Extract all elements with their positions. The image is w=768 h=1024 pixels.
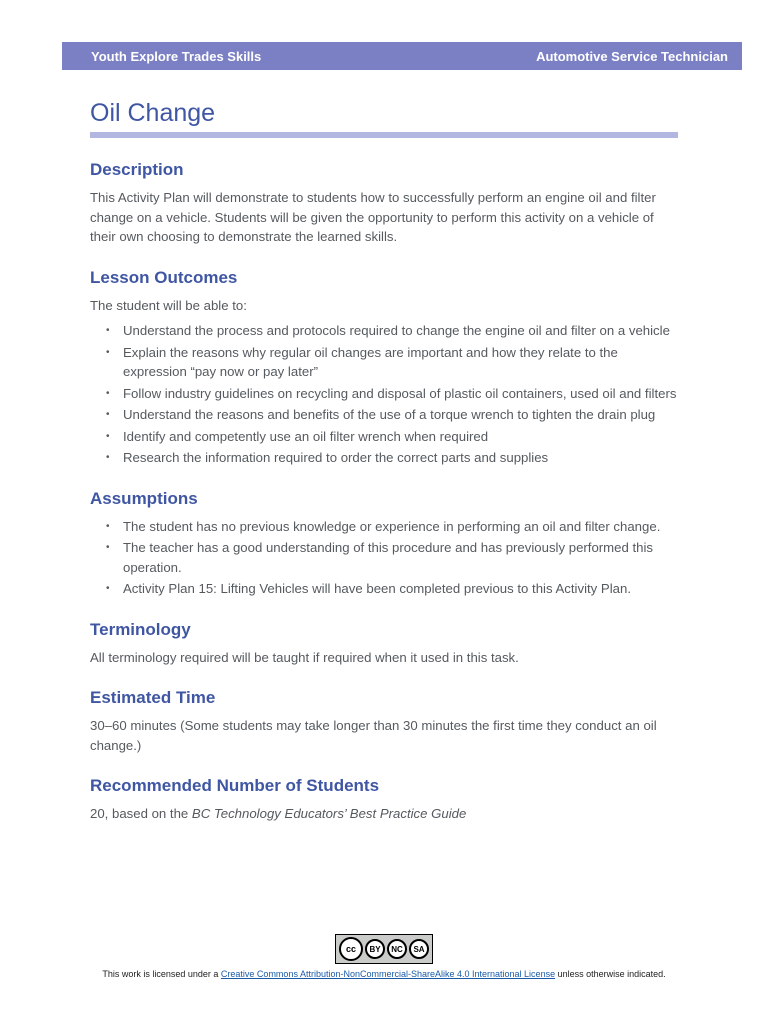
sharealike-icon: SA [409, 939, 429, 959]
list-item: • Understand the process and protocols required to change the engine oil and filter on a vehicle [123, 321, 680, 341]
cc-icon: cc [339, 937, 363, 961]
section-estimated-time [90, 687, 680, 755]
noncommercial-icon: NC [387, 939, 407, 959]
license-notice [0, 968, 768, 980]
best-practice-guide-title: BC Technology Educators’ Best Practice Guide [191, 806, 467, 821]
assumptions-heading: Assumptions [90, 488, 198, 508]
list-item: • The teacher has a good understanding of this procedure and has previously performed this operation. [123, 538, 680, 577]
lesson-outcomes-intro: The student will be able to: [90, 297, 247, 313]
list-item: • Identify and competently use an oil filter wrench when required [123, 427, 680, 447]
number-of-students-text [90, 804, 680, 824]
estimated-time-text: 30–60 minutes (Some students may take longer than 30 minutes the first time they conduct an oil change.) [90, 718, 657, 753]
section-lesson-outcomes [90, 267, 680, 468]
document-body [90, 96, 680, 824]
list-item: • Research the information required to order the correct parts and supplies [123, 448, 680, 468]
section-description [90, 159, 680, 247]
assumptions-list [90, 517, 680, 599]
cc-license-badge[interactable] [335, 934, 433, 964]
title-rule [90, 132, 678, 138]
number-of-students-prefix: 20, based on the [90, 806, 192, 821]
section-terminology [90, 619, 680, 668]
attribution-icon: BY [365, 939, 385, 959]
list-item: • Activity Plan 15: Lifting Vehicles will have been completed previous to this Activity Plan. [123, 579, 680, 599]
header-bar [62, 42, 742, 70]
terminology-text: All terminology required will be taught if required when it used in this task. [90, 649, 519, 665]
section-number-of-students [90, 775, 680, 824]
list-item: • Understand the reasons and benefits of the use of a torque wrench to tighten the drain plug [123, 405, 680, 425]
description-heading: Description [90, 160, 184, 179]
terminology-heading: Terminology [90, 619, 191, 639]
lesson-outcomes-list [90, 321, 680, 468]
list-item: • Explain the reasons why regular oil changes are important and how they relate to the expression “pay now or pay later” [123, 343, 680, 382]
header-program: Youth Explore Trades Skills [91, 48, 262, 64]
estimated-time-heading: Estimated Time [90, 688, 216, 707]
header-trade: Automotive Service Technician [536, 48, 728, 64]
list-item: • The student has no previous knowledge or experience in performing an oil and filter change. [123, 517, 680, 537]
section-assumptions [90, 488, 680, 599]
number-of-students-heading: Recommended Number of Students [90, 776, 380, 795]
page-title: Oil Change [90, 99, 216, 127]
license-prefix: This work is licensed under a [102, 969, 221, 979]
footer [0, 934, 768, 980]
lesson-outcomes-heading: Lesson Outcomes [90, 267, 238, 287]
license-suffix: unless otherwise indicated. [555, 969, 666, 979]
description-text: This Activity Plan will demonstrate to students how to successfully perform an engine oil and filter change on a vehicle. Students will be given the opportunity to perform this activity on a vehicle of their own choosing to demonstrate the learned skills. [90, 190, 656, 244]
list-item: • Follow industry guidelines on recycling and disposal of plastic oil containers, used oil and filters [123, 384, 680, 404]
license-link[interactable]: Creative Commons Attribution-NonCommercial-ShareAlike 4.0 International License [220, 969, 556, 979]
